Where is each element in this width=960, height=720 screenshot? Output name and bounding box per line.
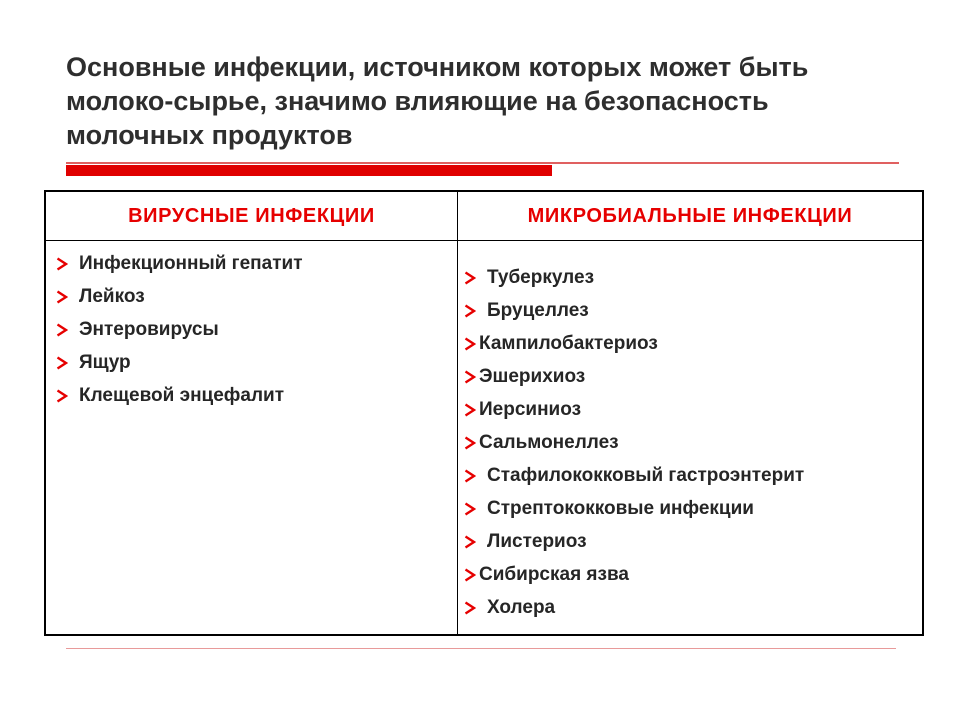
chevron-bullet-icon: [464, 436, 476, 450]
list-item-label: Ящур: [79, 351, 131, 373]
microbial-column: [458, 241, 922, 634]
list-item: [464, 492, 922, 525]
chevron-bullet-icon: [464, 568, 476, 582]
chevron-bullet-icon: [464, 370, 476, 384]
chevron-bullet-icon: [464, 403, 476, 417]
viral-list: [56, 247, 457, 412]
list-item-label: Холера: [487, 596, 556, 618]
list-item-label: Сальмонеллез: [479, 431, 619, 453]
chevron-bullet-icon: [56, 257, 68, 271]
list-item-label: Стафилококковый гастроэнтерит: [487, 464, 805, 486]
list-item-label: Кампилобактериоз: [479, 332, 658, 354]
chevron-bullet-icon: [56, 389, 68, 403]
chevron-bullet-icon: [464, 271, 476, 285]
title-divider-thin: [66, 162, 899, 164]
infections-table: [44, 190, 924, 636]
viral-column: [46, 241, 458, 634]
list-item-label: Клещевой энцефалит: [79, 384, 285, 406]
list-item: [464, 261, 922, 294]
chevron-bullet-icon: [56, 356, 68, 370]
list-item: [464, 360, 922, 393]
list-item-label: Стрептококковые инфекции: [487, 497, 754, 519]
list-item-label: Туберкулез: [487, 266, 595, 288]
list-item: [56, 247, 457, 280]
list-item-label: Бруцеллез: [487, 299, 589, 321]
list-item: [56, 313, 457, 346]
list-item: [464, 327, 922, 360]
chevron-bullet-icon: [56, 323, 68, 337]
list-item-label: Иерсиниоз: [479, 398, 582, 420]
list-item: [464, 591, 922, 624]
list-item: [464, 393, 922, 426]
list-item: [464, 294, 922, 327]
list-item-label: Листериоз: [487, 530, 587, 552]
list-item-label: Инфекционный гепатит: [79, 252, 303, 274]
list-item: [56, 346, 457, 379]
chevron-bullet-icon: [464, 601, 476, 615]
list-item: [464, 426, 922, 459]
footer-divider: [66, 648, 896, 649]
header-microbial: МИКРОБИАЛЬНЫЕ ИНФЕКЦИИ: [458, 192, 922, 241]
microbial-list: [464, 261, 922, 624]
list-item: [464, 525, 922, 558]
list-item: [464, 459, 922, 492]
title-divider-thick: [66, 165, 552, 176]
list-item: [56, 280, 457, 313]
list-item-label: Эшерихиоз: [479, 365, 586, 387]
chevron-bullet-icon: [464, 337, 476, 351]
list-item: [56, 379, 457, 412]
chevron-bullet-icon: [56, 290, 68, 304]
chevron-bullet-icon: [464, 304, 476, 318]
header-viral: ВИРУСНЫЕ ИНФЕКЦИИ: [46, 192, 458, 241]
list-item: [464, 558, 922, 591]
list-item-label: Лейкоз: [79, 285, 145, 307]
chevron-bullet-icon: [464, 469, 476, 483]
list-item-label: Энтеровирусы: [79, 318, 219, 340]
chevron-bullet-icon: [464, 535, 476, 549]
slide-title: Основные инфекции, источником которых может быть молоко-сырье, значимо влияющие на безопасность молочных продуктов: [66, 52, 809, 150]
chevron-bullet-icon: [464, 502, 476, 516]
list-item-label: Сибирская язва: [479, 563, 629, 585]
